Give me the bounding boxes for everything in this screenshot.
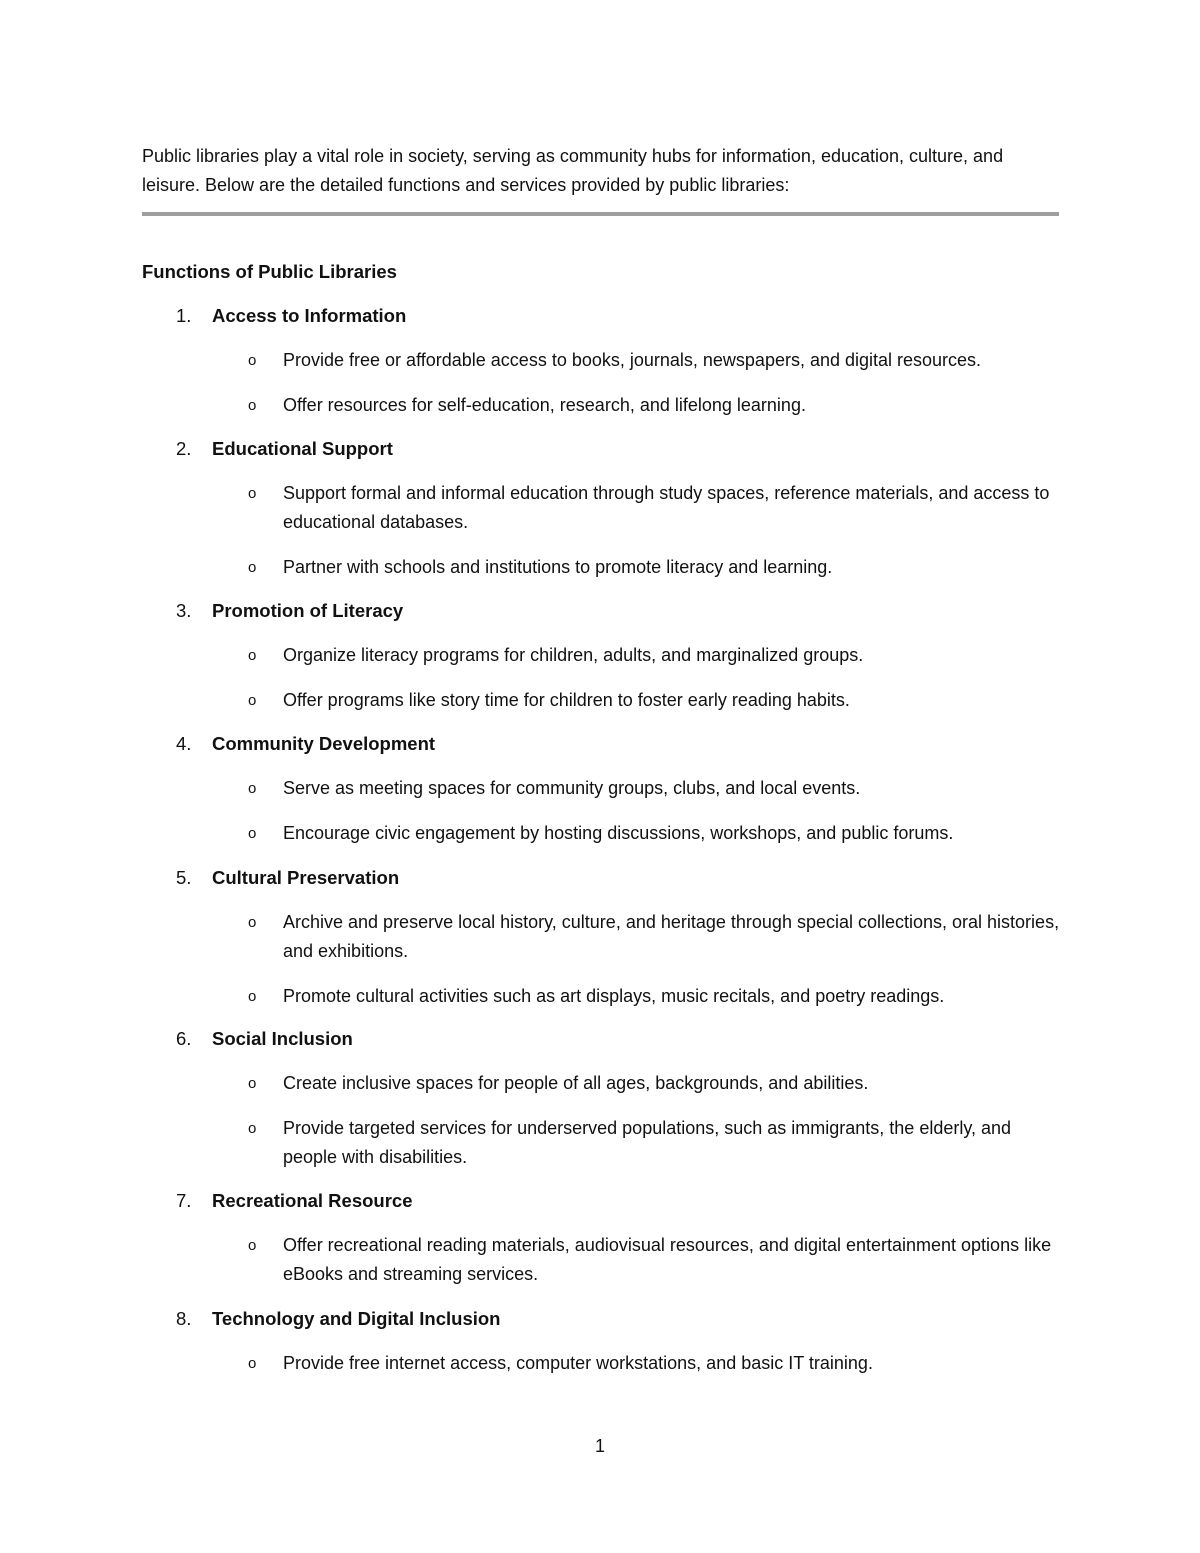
bullet-icon: o (248, 780, 257, 797)
bullet-icon: o (248, 825, 257, 842)
function-item (142, 1188, 1060, 1289)
function-title: Social Inclusion (212, 1028, 353, 1049)
section-title: Functions of Public Libraries (142, 261, 397, 282)
bullet-item (142, 479, 1060, 537)
bullet-item (142, 982, 1060, 1011)
function-heading (142, 1188, 1060, 1214)
bullet-text: Offer recreational reading materials, audiovisual resources, and digital entertainment options like eBooks and streaming services. (283, 1235, 1052, 1284)
function-title: Promotion of Literacy (212, 600, 404, 621)
bullet-icon: o (248, 692, 257, 709)
function-title: Technology and Digital Inclusion (212, 1308, 501, 1329)
function-heading (142, 303, 1060, 329)
function-item (142, 1306, 1060, 1378)
function-heading (142, 598, 1060, 624)
bullet-text: Provide targeted services for underserved populations, such as immigrants, the elderly, and people with disabilities. (283, 1118, 1012, 1167)
function-item (142, 598, 1060, 715)
bullet-icon: o (248, 352, 257, 369)
bullet-list (142, 346, 1060, 420)
bullet-icon: o (248, 1355, 257, 1372)
bullet-text: Organize literacy programs for children, adults, and marginalized groups. (283, 645, 864, 665)
page-number: 1 (594, 1436, 605, 1456)
bullet-text: Provide free internet access, computer workstations, and basic IT training. (283, 1353, 873, 1373)
bullet-item (142, 1069, 1060, 1098)
bullet-text: Partner with schools and institutions to promote literacy and learning. (283, 557, 833, 577)
bullet-item (142, 346, 1060, 375)
function-item (142, 303, 1060, 420)
function-title: Community Development (212, 733, 436, 754)
bullet-item (142, 391, 1060, 420)
bullet-item (142, 1114, 1060, 1172)
list-number: 5. (176, 867, 192, 888)
intro-paragraph: Public libraries play a vital role in society, serving as community hubs for information, education, culture, and leisure. Below are the detailed functions and services provided by public libraries: (142, 146, 1004, 195)
list-number: 3. (176, 600, 192, 621)
horizontal-rule (142, 212, 1059, 216)
bullet-item (142, 774, 1060, 803)
list-number: 2. (176, 438, 192, 459)
function-heading (142, 1306, 1060, 1332)
bullet-text: Serve as meeting spaces for community groups, clubs, and local events. (283, 778, 861, 798)
list-number: 6. (176, 1028, 192, 1049)
bullet-icon: o (248, 1237, 257, 1254)
bullet-text: Offer resources for self-education, research, and lifelong learning. (283, 395, 806, 415)
bullet-icon: o (248, 988, 257, 1005)
bullet-item (142, 908, 1060, 966)
function-item (142, 865, 1060, 1011)
function-heading (142, 731, 1060, 757)
bullet-list (142, 908, 1060, 1011)
bullet-text: Promote cultural activities such as art displays, music recitals, and poetry readings. (283, 986, 945, 1006)
function-title: Cultural Preservation (212, 867, 400, 888)
bullet-text: Archive and preserve local history, culture, and heritage through special collections, oral histories, and exhibitions. (283, 912, 1060, 961)
bullet-list (142, 1231, 1060, 1289)
list-number: 1. (176, 305, 192, 326)
bullet-item (142, 1349, 1060, 1378)
bullet-item (142, 1231, 1060, 1289)
bullet-list (142, 479, 1060, 582)
bullet-icon: o (248, 559, 257, 576)
function-title: Recreational Resource (212, 1190, 413, 1211)
bullet-text: Support formal and informal education through study spaces, reference materials, and access to educational databases. (283, 483, 1050, 532)
bullet-icon: o (248, 914, 257, 931)
function-item (142, 731, 1060, 848)
bullet-item (142, 641, 1060, 670)
bullet-icon: o (248, 1120, 257, 1137)
function-heading (142, 1026, 1060, 1052)
bullet-list (142, 1349, 1060, 1378)
bullet-text: Provide free or affordable access to books, journals, newspapers, and digital resources. (283, 350, 982, 370)
function-heading (142, 436, 1060, 462)
bullet-list (142, 1069, 1060, 1172)
bullet-text: Offer programs like story time for children to foster early reading habits. (283, 690, 850, 710)
bullet-item (142, 686, 1060, 715)
bullet-item (142, 553, 1060, 582)
bullet-list (142, 641, 1060, 715)
bullet-icon: o (248, 485, 257, 502)
bullet-icon: o (248, 1075, 257, 1092)
bullet-icon: o (248, 647, 257, 664)
list-number: 4. (176, 733, 192, 754)
bullet-list (142, 774, 1060, 848)
list-number: 7. (176, 1190, 192, 1211)
bullet-icon: o (248, 397, 257, 414)
function-item (142, 1026, 1060, 1172)
bullet-item (142, 819, 1060, 848)
function-title: Educational Support (212, 438, 393, 459)
bullet-text: Create inclusive spaces for people of all ages, backgrounds, and abilities. (283, 1073, 869, 1093)
function-heading (142, 865, 1060, 891)
list-number: 8. (176, 1308, 192, 1329)
function-item (142, 436, 1060, 582)
function-title: Access to Information (212, 305, 407, 326)
bullet-text: Encourage civic engagement by hosting discussions, workshops, and public forums. (283, 823, 954, 843)
